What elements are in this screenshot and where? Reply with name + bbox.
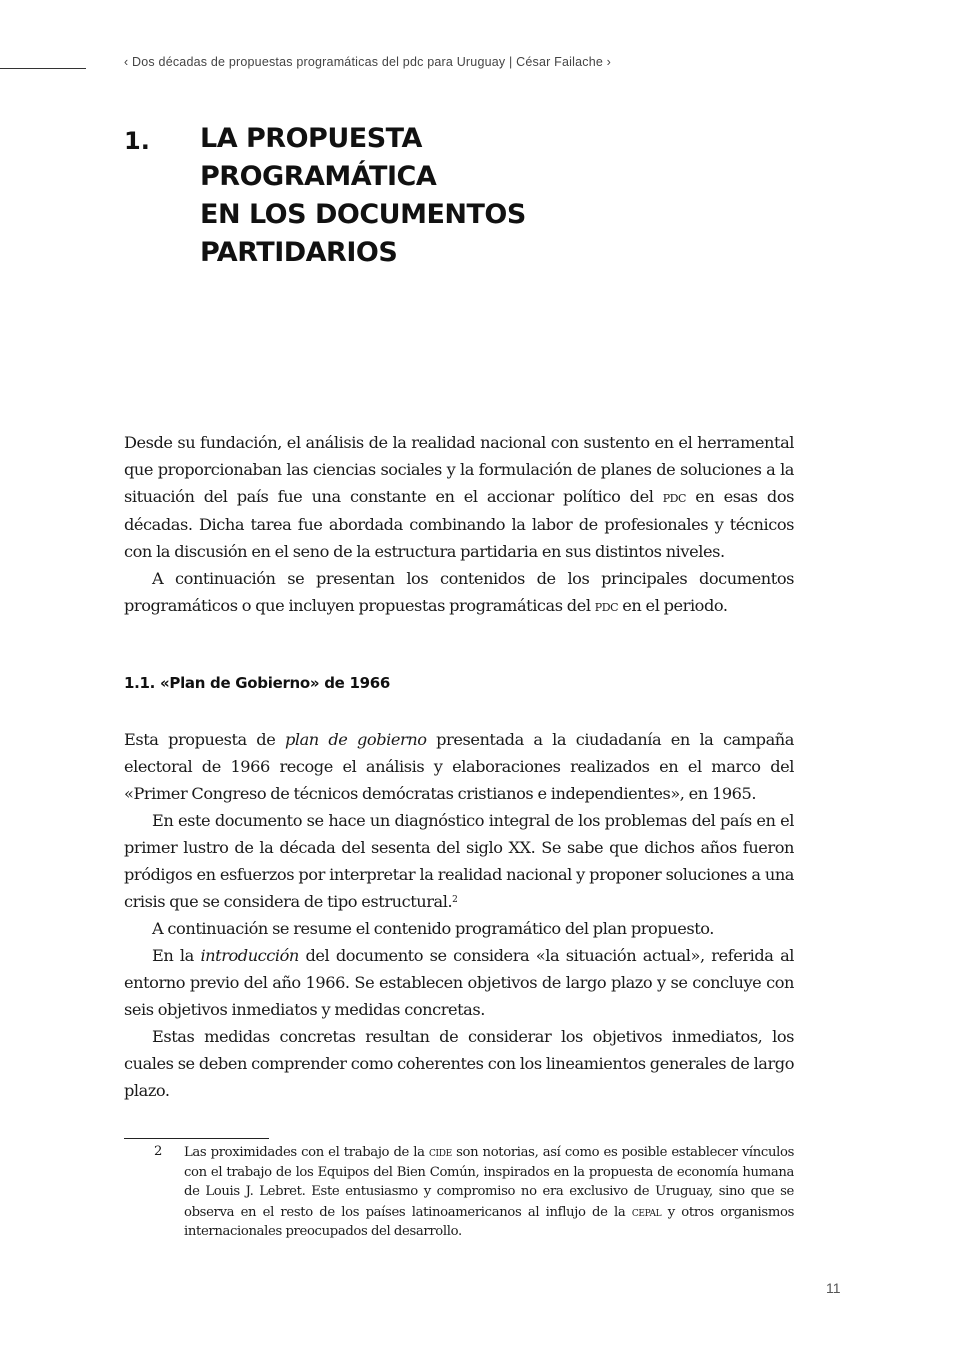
running-head: ‹ Dos décadas de propuestas programáticas del pdc para Uruguay | César Failache › [124,55,612,69]
abbr-pdc: pdc [594,597,619,615]
chapter-title-line: PARTIDARIOS [200,237,398,268]
text-run: Esta propuesta de [124,730,285,749]
chapter-title-line: EN LOS DOCUMENTOS [200,199,526,230]
section-paragraph: A continuación se resume el contenido programático del plan propuesto. [152,919,714,938]
chapter-title-line: PROGRAMÁTICA [200,161,437,192]
text-run: en esas dos décadas. Dicha tarea fue abordada combinando la labor de profesionales y técnicos con la discusión en el seno de la estructura partidaria en sus distintos niveles. [124,487,794,561]
section-heading: 1.1. «Plan de Gobierno» de 1966 [124,674,391,692]
text-run: A continuación se presentan los contenidos de los principales documentos programáticos o que incluyen propuestas programáticas del [124,569,794,615]
section-paragraph [124,942,794,1023]
intro-paragraph [124,429,794,565]
text-run: En la [152,946,201,965]
section-text [124,726,794,1104]
header-rule [0,68,86,69]
footnote-rule [124,1138,269,1139]
text-run: del documento se considera «la situación actual», referida al entorno previo del año 1966. Se establecen objetivos de largo plazo y se concluye con seis objetivos inmediatos y medidas concretas. [124,946,794,1019]
footnote-number: 2 [154,1144,163,1159]
text-run: y otros organismos internacionales preocupados del desarrollo. [184,1204,794,1239]
chapter-title-line: LA PROPUESTA [200,123,422,154]
abbr-pdc: pdc [662,488,686,506]
text-run: En este documento se hace un diagnóstico integral de los problemas del país en el primer lustro de la década del sesenta del siglo XX. Se sabe que dichos años fueron pródigos en esfuerzos por interpretar la realidad nacional y proponer soluciones a una crisis que se considera de tipo estructural. [124,811,794,911]
section-paragraph [124,726,794,807]
text-run: Las proximidades con el trabajo de la [184,1145,429,1160]
emphasis: introducción [200,946,299,965]
text-run: en el periodo. [618,596,728,615]
text-run: presentada a la ciudadanía en la campaña electoral de 1966 recoge el análisis y elaboraciones realizados en el marco del «Primer Congreso de técnicos demócratas cristianos e independientes», en 1965. [124,730,794,803]
text-run: Desde su fundación, el análisis de la realidad nacional con sustento en el herramental que proporcionaban las ciencias sociales y la formulación de planes de soluciones a la situación del país fue una constante en el accionar político del [124,433,794,506]
footnote-ref[interactable]: 2 [452,895,458,905]
page-number: 11 [826,1280,841,1296]
section-paragraph: Estas medidas concretas resultan de considerar los objetivos inmediatos, los cuales se deben comprender como coherentes con los lineamientos generales de largo plazo. [124,1027,794,1100]
abbr-cide: cide [428,1144,452,1159]
intro-text [124,429,794,620]
chapter-number: 1. [124,127,150,155]
section-paragraph [124,807,794,915]
emphasis: plan de gobierno [284,730,427,749]
chapter-title [200,120,760,272]
abbr-cepal: cepal [631,1203,662,1219]
footnote-text [184,1142,794,1242]
intro-paragraph [124,565,794,620]
text-run: son notorias, así como es posible establecer vínculos con el trabajo de los Equipos del Bien Común, inspirados en la propuesta de economía humana de Louis J. Lebret. Este entusiasmo y compromiso no era exclusivo de Uruguay, sino que se observa en el resto de los países latinoamericanos al influjo de la [184,1145,794,1220]
